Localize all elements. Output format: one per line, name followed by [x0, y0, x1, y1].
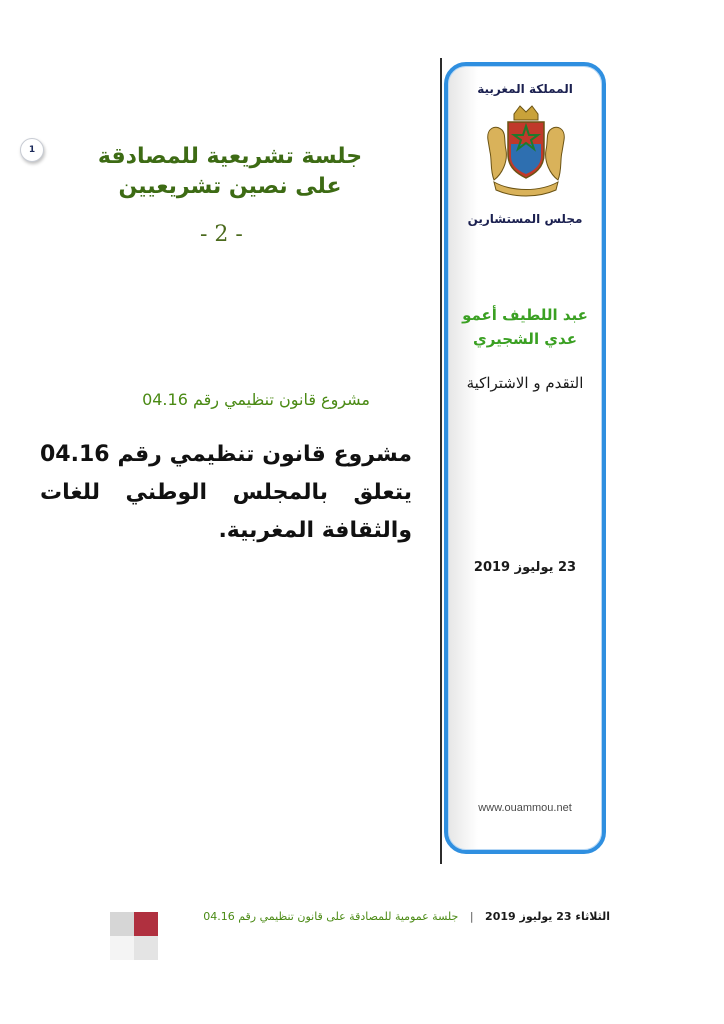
author-name-1: عبد اللطيف أعمو [462, 306, 588, 324]
sidebar-panel [444, 62, 606, 854]
bill-title: مشروع قانون تنظيمي رقم 04.16 يتعلق بالمجلس الوطني للغات والثقافة المغربية. [40, 442, 412, 543]
council-label: مجلس المستشارين [467, 212, 583, 226]
footer-date: الثلاثاء 23 يوليوز 2019 [485, 910, 610, 923]
author-name-2: عدي الشجيري [473, 330, 577, 348]
bill-subtitle: مشروع قانون تنظيمي رقم 04.16 [142, 390, 370, 409]
sidebar-date: 23 يوليوز 2019 [473, 560, 577, 575]
sidebar-rule [440, 58, 442, 864]
session-title [60, 142, 400, 202]
footer-separator: | [469, 910, 474, 923]
page-number-badge [20, 138, 44, 162]
squares-logo-icon [110, 912, 158, 960]
footer-session-title: جلسة عمومية للمصادقة على قانون تنظيمي رقم 04.16 [203, 910, 459, 923]
kingdom-label: المملكة المغربية [477, 82, 573, 96]
session-title-line1: جلسة تشريعية للمصادقة [97, 144, 363, 169]
session-title-line2: على نصين تشريعيين [118, 174, 342, 199]
coat-of-arms-icon [476, 100, 576, 200]
website-link[interactable]: www.ouammou.net [478, 802, 572, 814]
session-number: - 2 - [200, 222, 243, 247]
party-name: التقدم و الاشتراكية [466, 374, 584, 392]
page-number: 1 [28, 145, 36, 155]
footer [190, 910, 610, 923]
